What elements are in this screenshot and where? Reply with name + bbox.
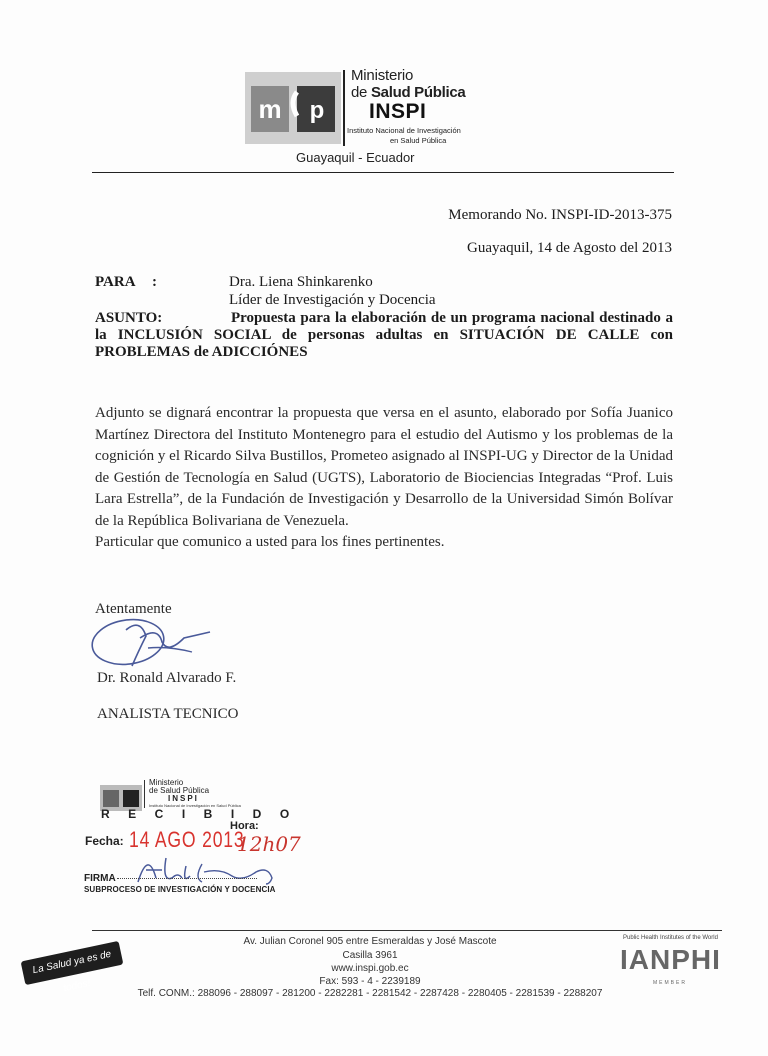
stamp-ministry-2: de Salud Pública	[149, 786, 210, 795]
signer-role: ANALISTA TECNICO	[97, 706, 239, 722]
signer-name: Dr. Ronald Alvarado F.	[97, 670, 237, 686]
msp-logo	[245, 72, 341, 144]
recipient-role: Líder de Investigación y Docencia	[229, 292, 436, 308]
institute-full-1: Instituto Nacional de Investigación	[347, 126, 461, 135]
footer-rule	[92, 930, 722, 931]
footer-website: www.inspi.gob.ec	[331, 963, 409, 974]
stamp-divider	[144, 780, 145, 808]
stamp-institute: INSPI	[168, 794, 199, 803]
institute-full-2: en Salud Pública	[390, 136, 447, 145]
svg-text:m: m	[258, 94, 282, 124]
closing: Atentamente	[95, 601, 172, 617]
body-paragraph-1: Adjunto se dignará encontrar la propuesta que versa en el asunto, elaborado por Sofía Juanico Martínez Directora del Instituto Montenegro para el estudio del Autismo y los problemas de la cognición y el Ricardo Silva Bustillos, Prometeo asignado al INSPI-UG y Director de la Unidad de Gestión de Tecnología en Salud (UGTS), Laboratorio de Biociencias Integradas “Prof. Luis Lara Estrella”, de la Fundación de Investigación y Desarrollo de la Universidad Simón Bolívar de la República Bolivariana de Venezuela.	[95, 405, 673, 529]
recipient-name: Dra. Liena Shinkarenko	[229, 274, 373, 290]
letterhead-rule	[92, 172, 674, 173]
footer-address: Av. Julian Coronel 905 entre Esmeraldas y José Mascote	[243, 936, 497, 947]
svg-text:p: p	[309, 97, 325, 124]
body-paragraph-2: Particular que comunico a usted para los fines pertinentes.	[95, 534, 445, 550]
stamp-ministry-1: Ministerio	[149, 778, 184, 787]
stamp-firma-line	[117, 878, 257, 879]
stamp-received: RECIBIDO	[101, 807, 308, 821]
asunto-label: ASUNTO:	[95, 310, 163, 326]
ianphi-logo: IANPHI	[620, 944, 721, 975]
ianphi-caption: Public Health Institutes of the World	[623, 935, 718, 941]
memo-date: Guayaquil, 14 de Agosto del 2013	[467, 240, 672, 256]
slogan-badge: La Salud ya es de todos!	[21, 941, 124, 985]
stamp-subproceso: SUBPROCESO DE INVESTIGACIÓN Y DOCENCIA	[84, 885, 276, 894]
ministry-line-2: de Salud Pública	[351, 84, 466, 101]
stamp-signature	[132, 848, 282, 888]
ianphi-member: MEMBER	[653, 980, 687, 986]
letterhead-city: Guayaquil - Ecuador	[296, 150, 415, 165]
stamp-firma-label: FIRMA	[84, 873, 116, 884]
memo-number: Memorando No. INSPI-ID-2013-375	[448, 207, 672, 223]
footer-po-box: Casilla 3961	[342, 950, 398, 961]
para-colon: :	[152, 274, 157, 290]
ministry-line-1: Ministerio	[351, 67, 414, 84]
stamp-fecha-value: 14 AGO 2013	[129, 827, 245, 852]
stamp-hora-value: 12h07	[237, 832, 301, 856]
stamp-institute-full: Instituto Nacional de Investigación en Salud Pública	[149, 803, 241, 808]
footer-fax: Fax: 593 - 4 - 2239189	[319, 976, 421, 987]
stamp-hora-label: Hora:	[230, 820, 259, 832]
footer-phones: Telf. CONM.: 288096 - 288097 - 281200 - 2282281 - 2281542 - 2287428 - 2280405 - 2281539 - 2288207	[137, 988, 603, 999]
stamp-fecha-label: Fecha:	[85, 834, 124, 848]
asunto-block	[95, 310, 673, 361]
handwritten-signature	[88, 608, 218, 674]
para-label: PARA	[95, 274, 136, 290]
asunto-text: Propuesta para la elaboración de un programa nacional destinado a la INCLUSIÓN SOCIAL de personas adultas en SITUACIÓN DE CALLE con PROBLEMAS de ADICCIÓNES	[95, 310, 673, 360]
institute-acronym: INSPI	[369, 100, 427, 123]
letterhead-divider	[343, 70, 345, 146]
